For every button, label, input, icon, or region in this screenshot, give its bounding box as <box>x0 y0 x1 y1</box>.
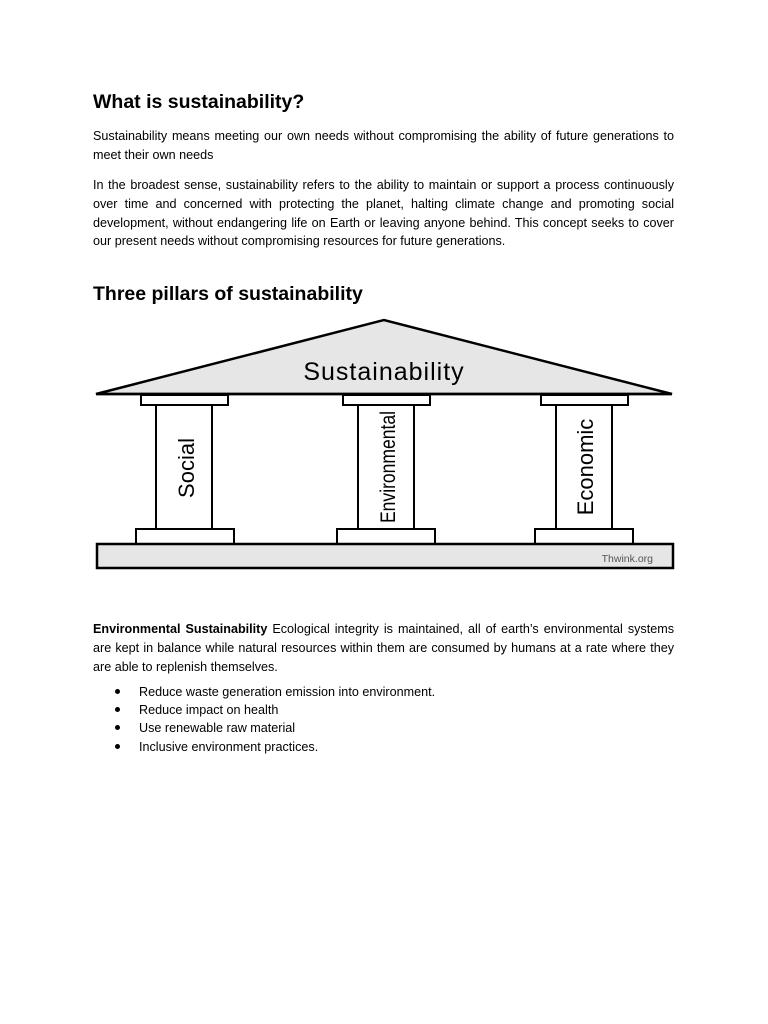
pillar-base-economic <box>535 529 633 544</box>
environmental-sustainability-paragraph <box>93 620 674 676</box>
bullet-icon <box>115 689 120 694</box>
three-pillars-diagram <box>94 318 676 572</box>
bullet-icon <box>115 725 120 730</box>
roof-label: Sustainability <box>303 358 465 386</box>
list-item-text: Use renewable raw material <box>139 721 296 736</box>
environmental-sustainability-text: Ecological integrity is maintained, all of earth’s environmental systems are kept in balance while natural resources within them are consumed by humans at a rate where they are able to replenish themselves. <box>93 622 675 674</box>
broad-sense-paragraph: In the broadest sense, sustainability refers to the ability to maintain or support a process continuously over time and concerned with protecting the planet, halting climate change and promoting social development, without endangering life on Earth or leaving anyone behind. This concept seeks to cover our present needs without compromising resources for future generations. <box>93 178 674 249</box>
list-item-text: Inclusive environment practices. <box>139 739 319 754</box>
list-item-text: Reduce waste generation emission into environment. <box>139 685 436 699</box>
pillar-label-economic: Economic <box>573 418 598 516</box>
pillar-base-environmental <box>337 529 435 544</box>
pillar-label-social: Social <box>174 438 199 498</box>
foundation <box>97 544 673 568</box>
pillar-capital-environmental <box>343 395 430 405</box>
list-item <box>93 701 435 719</box>
bullet-icon <box>115 707 120 712</box>
heading-three-pillars: Three pillars of sustainability <box>93 283 363 305</box>
list-item <box>93 683 435 701</box>
pillar-capital-social <box>141 395 228 405</box>
pillar-base-social <box>136 529 234 544</box>
definition-paragraph: Sustainability means meeting our own needs without compromising the ability of future generations to meet their own needs <box>93 129 674 162</box>
list-item <box>93 738 435 756</box>
heading-what-is-sustainability: What is sustainability? <box>93 91 305 113</box>
environmental-bullet-list <box>93 683 435 756</box>
environmental-sustainability-lead: Environmental Sustainability <box>93 622 268 636</box>
pillar-label-environmental: Environmental <box>377 388 400 523</box>
pillar-capital-economic <box>541 395 628 405</box>
diagram-credit: Thwink.org <box>601 553 653 565</box>
bullet-icon <box>115 744 120 749</box>
list-item-text: Reduce impact on health <box>139 703 279 718</box>
list-item <box>93 719 435 737</box>
